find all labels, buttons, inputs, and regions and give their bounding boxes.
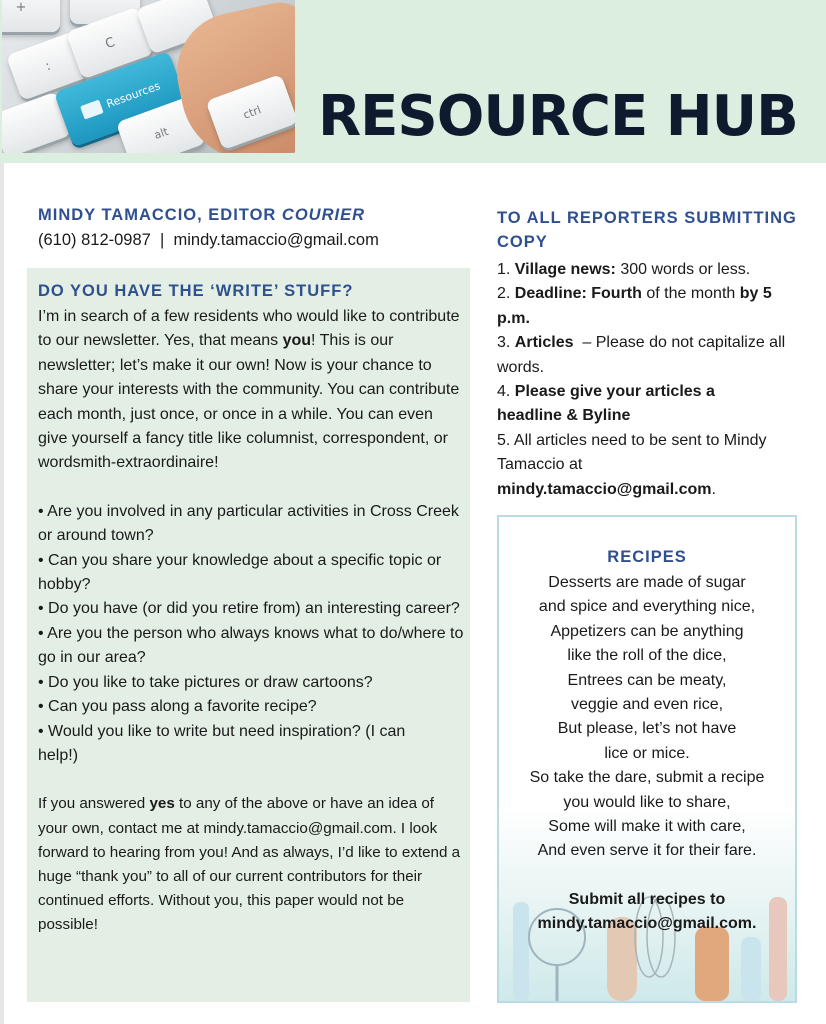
closing-text-a: If you answered: [38, 795, 150, 813]
item-text: of the month: [641, 285, 740, 303]
recipes-content: [499, 545, 795, 937]
reporters-heading: TO ALL REPORTERS SUBMITTING COPY: [497, 209, 797, 251]
item-bold: Deadline: Fourth: [514, 285, 642, 303]
poem-line: Some will make it with care,: [548, 818, 746, 836]
intro-text-a: I’m in search of a few residents who would like to contribute to our newsletter. Yes, that means: [38, 308, 460, 350]
list-item: • Are you the person who always knows what to do/where to go in our area?: [38, 624, 464, 667]
list-item: • Can you share your knowledge about a specific topic or hobby?: [38, 551, 442, 594]
alt-key-label: alt: [152, 124, 170, 142]
list-item: [497, 331, 797, 380]
list-item: • Would you like to write but need inspiration? (I can help!): [38, 722, 406, 764]
recipes-submit-email[interactable]: mindy.tamaccio@gmail.com.: [537, 915, 757, 933]
editor-name: [38, 206, 365, 225]
folder-icon: [80, 100, 104, 120]
item-number: 5.: [497, 431, 514, 449]
header-band: [0, 0, 826, 163]
item-text: .: [711, 480, 716, 498]
item-number: 1.: [497, 261, 515, 278]
write-stuff-heading: DO YOU HAVE THE ‘WRITE’ STUFF?: [38, 282, 354, 300]
page-title: RESOURCE HUB: [318, 84, 798, 149]
list-item: • Do you like to take pictures or draw cartoons?: [38, 673, 373, 691]
item-text: – Please do not capitalize all words.: [497, 334, 790, 376]
recipes-box: [497, 515, 797, 1003]
keyboard-key: C: [66, 7, 155, 80]
item-text: All articles need to be sent to Mindy Tamaccio at: [497, 431, 767, 474]
write-stuff-box: [27, 268, 470, 1002]
item-text: 300 words or less.: [615, 261, 751, 278]
item-bold: Articles: [514, 334, 574, 352]
item-number: 4.: [497, 383, 515, 401]
list-item: • Can you pass along a favorite recipe?: [38, 698, 317, 716]
recipes-heading: RECIPES: [607, 548, 687, 566]
write-stuff-closing: [38, 792, 466, 937]
closing-text-b: to any of the above or have an idea of your own, contact me at mindy.tamaccio@gmail.com. I look forward to hearing from you! And as always, I’d like to extend a huge “thank you” to all of our current contributors for their continued efforts. Without you, this paper would not be possible!: [38, 795, 461, 934]
keyboard-key: +: [2, 0, 60, 32]
poem-line: But please, let’s not have: [557, 720, 737, 738]
item-number: 3.: [497, 334, 515, 352]
keyboard-key: :: [6, 31, 90, 101]
intro-bold: you: [282, 332, 312, 350]
poem-line: And even serve it for their fare.: [537, 842, 757, 860]
poem-line: So take the dare, submit a recipe: [529, 769, 765, 787]
editor-contact: [38, 231, 379, 250]
list-item: • Are you involved in any particular activities in Cross Creek or around town?: [38, 502, 459, 545]
item-bold: Village news:: [514, 261, 616, 278]
poem-line: you would like to share,: [563, 793, 731, 811]
item-bold: mindy.tamaccio@gmail.com: [497, 480, 712, 498]
list-item: [497, 429, 767, 502]
editor-email[interactable]: mindy.tamaccio@gmail.com: [173, 231, 379, 249]
resources-key-label: Resources: [104, 78, 162, 111]
item-bold: by 5 p.m.: [497, 285, 772, 327]
poem-line: and spice and everything nice,: [538, 598, 756, 616]
editor-name-text: MINDY TAMACCIO, EDITOR: [38, 206, 282, 224]
list-item: • Do you have (or did you retire from) an interesting career?: [38, 600, 460, 618]
closing-bold: yes: [149, 795, 175, 813]
recipes-submit-line: Submit all recipes to: [568, 890, 726, 908]
ctrl-key-label: ctrl: [241, 102, 263, 122]
poem-line: like the roll of the dice,: [567, 647, 727, 665]
list-item: [497, 282, 797, 331]
item-number: 2.: [497, 285, 515, 303]
poem-line: veggie and even rice,: [570, 696, 724, 714]
write-stuff-intro: [38, 305, 466, 476]
list-item: [497, 258, 797, 282]
keyboard-photo: [2, 0, 295, 153]
publication-name: COURIER: [281, 206, 366, 224]
reporters-section: [497, 206, 797, 502]
poem-line: Desserts are made of sugar: [548, 574, 746, 591]
item-bold: Please give your articles a headline & Byline: [497, 383, 715, 425]
contact-separator: |: [160, 231, 165, 249]
intro-text-b: ! This is our newsletter; let’s make it our own! Now is your chance to share your interests with the community. You can contribute each month, just once, or once in a while. You can even give yourself a fancy title like columnist, correspondent, or wordsmith-extraordinaire!: [38, 332, 460, 472]
editor-phone: (610) 812-0987: [38, 231, 151, 249]
poem-line: Entrees can be meaty,: [567, 671, 727, 689]
poem-line: lice or mice.: [604, 744, 690, 762]
poem-line: Appetizers can be anything: [550, 622, 744, 640]
list-item: [497, 380, 747, 429]
